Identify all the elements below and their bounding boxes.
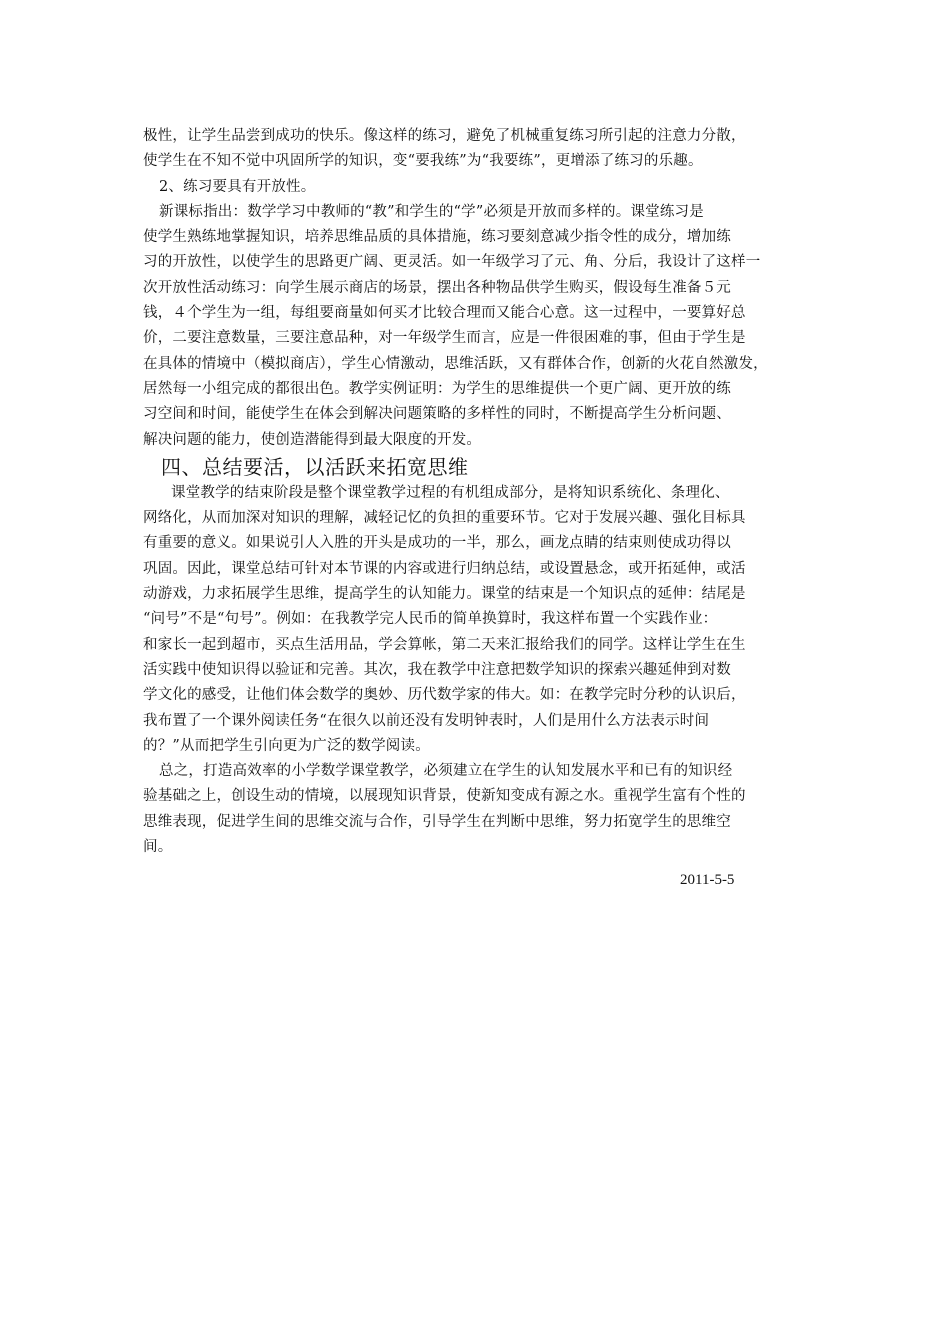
paragraph-line: 价，二要注意数量，三要注意品种，对一年级学生而言，应是一件很困难的事，但由于学生是 (143, 330, 746, 347)
paragraph-line: 解决问题的能力，使创造潜能得到最大限度的开发。 (143, 431, 482, 448)
document-body (143, 124, 813, 860)
paragraph-line: 有重要的意义。如果说引人入胜的开头是成功的一半，那么，画龙点睛的结束则使成功得以 (143, 535, 731, 552)
paragraph-line: 思维表现，促进学生间的思维交流与合作，引导学生在判断中思维，努力拓宽学生的思维空 (143, 813, 731, 830)
paragraph-line: 网络化，从而加深对知识的理解，减轻记忆的负担的重要环节。它对于发展兴趣、强化目标具 (143, 510, 746, 527)
paragraph-line: 在具体的情境中（模拟商店），学生心情激动，思维活跃，又有群体合作，创新的火花自然激发， (143, 355, 768, 372)
section-heading: 四、总结要活，以活跃来拓宽思维 (161, 454, 469, 479)
paragraph-line: 验基础之上，创设生动的情境，以展现知识背景，使新知变成有源之水。重视学生富有个性的 (143, 788, 746, 805)
paragraph-line: 活实践中使知识得以验证和完善。其次，我在教学中注意把数学知识的探索兴趣延伸到对数 (143, 661, 731, 678)
paragraph-line: 的？”从而把学生引向更为广泛的数学阅读。 (143, 737, 430, 754)
paragraph-line: 习空间和时间，能使学生在体会到解决问题策略的多样性的同时，不断提高学生分析问题、 (143, 406, 731, 423)
paragraph-line: “问号”不是“句号”。例如：在我教学完人民币的简单换算时，我这样布置一个实践作业： (143, 611, 718, 628)
paragraph-line: 课堂教学的结束阶段是整个课堂教学过程的有机组成部分，是将知识系统化、条理化、 (171, 484, 730, 501)
paragraph-line: 使学生在不知不觉中巩固所学的知识，变“要我练”为“我要练”，更增添了练习的乐趣。 (143, 153, 703, 170)
paragraph-line: 我布置了一个课外阅读任务“在很久以前还没有发明钟表时，人们是用什么方法表示时间 (143, 712, 710, 729)
paragraph-line: 动游戏，力求拓展学生思维，提高学生的认知能力。课堂的结束是一个知识点的延伸：结尾是 (143, 586, 746, 603)
paragraph-line: 巩固。因此，课堂总结可针对本节课的内容或进行归纳总结，或设置悬念，或开拓延伸，或活 (143, 560, 746, 577)
paragraph-line: 和家长一起到超市，买点生活用品，学会算帐，第二天来汇报给我们的同学。这样让学生在生 (143, 636, 746, 653)
paragraph-line: 次开放性活动练习：向学生展示商店的场景，摆出各种物品供学生购买，假设每生准备５元 (143, 279, 731, 296)
document-date: 2011-5-5 (680, 872, 735, 888)
paragraph-line: 钱，４个学生为一组，每组要商量如何买才比较合理而又能合心意。这一过程中，一要算好总 (143, 305, 746, 322)
paragraph-line: 新课标指出：数学学习中教师的“教”和学生的“学”必须是开放而多样的。课堂练习是 (159, 203, 704, 220)
paragraph-line: 间。 (143, 839, 173, 856)
paragraph-line: 学文化的感受，让他们体会数学的奥妙、历代数学家的伟大。如：在教学完时分秒的认识后， (143, 687, 746, 704)
paragraph-line: 极性，让学生品尝到成功的快乐。像这样的练习，避免了机械重复练习所引起的注意力分散， (143, 128, 746, 144)
paragraph-line: 使学生熟练地掌握知识，培养思维品质的具体措施，练习要刻意减少指令性的成分，增加练 (143, 229, 731, 246)
paragraph-line: 习的开放性，以使学生的思路更广阔、更灵活。如一年级学习了元、角、分后，我设计了这样一 (143, 254, 761, 271)
section-item-2: 2、练习要具有开放性。 (159, 178, 316, 195)
paragraph-line: 总之，打造高效率的小学数学课堂教学，必须建立在学生的认知发展水平和已有的知识经 (159, 763, 733, 780)
paragraph-line: 居然每一小组完成的都很出色。教学实例证明：为学生的思维提供一个更广阔、更开放的练 (143, 380, 731, 397)
